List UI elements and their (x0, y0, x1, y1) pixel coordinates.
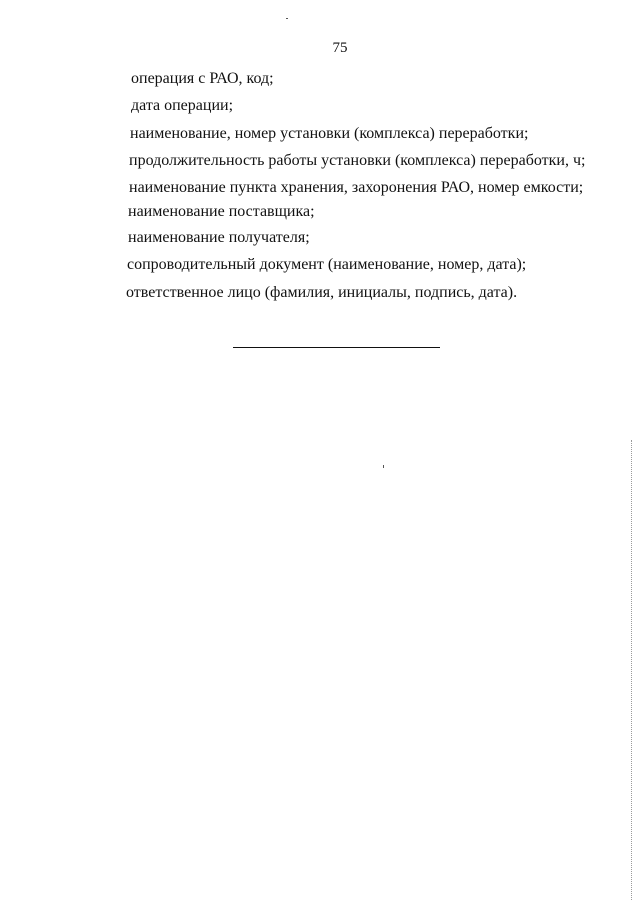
field-responsible-person: ответственное лицо (фамилия, инициалы, подпись, дата). (126, 284, 518, 301)
field-storage-point: наименование пункта хранения, захоронения РАО, номер емкости; (129, 179, 584, 196)
scan-speck (383, 465, 384, 468)
field-installation-name: наименование, номер установки (комплекса) переработки; (130, 125, 529, 142)
page-number: 75 (332, 40, 348, 56)
field-recipient: наименование получателя; (128, 229, 310, 246)
field-operation-date: дата операции; (131, 97, 234, 114)
field-installation-duration: продолжительность работы установки (комплекса) переработки, ч; (129, 152, 586, 169)
field-supplier: наименование поставщика; (128, 203, 315, 220)
scan-speck (286, 18, 288, 19)
field-accompanying-document: сопроводительный документ (наименование, номер, дата); (127, 256, 527, 273)
section-divider (233, 347, 440, 348)
field-operation-code: операция с РАО, код; (131, 70, 274, 87)
scan-edge-artifact (631, 440, 632, 900)
